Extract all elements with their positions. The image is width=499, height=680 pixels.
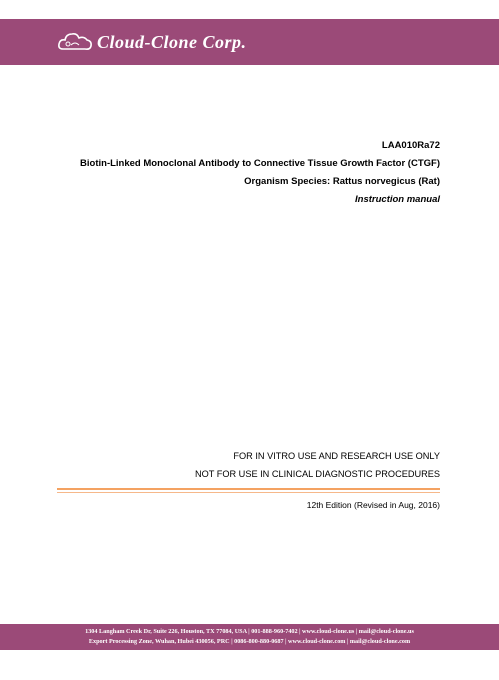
catalog-number: LAA010Ra72 (381, 140, 440, 151)
footer-address-cn: Export Processing Zone, Wuhan, Hubei 430056, PRC | 0086-800-880-0687 | www.cloud-clone.com | mail@cloud-clone.com (88, 638, 411, 645)
usage-notice (40, 447, 440, 483)
brand-name: Cloud-Clone Corp. (97, 31, 247, 52)
notice-line-1: FOR IN VITRO USE AND RESEARCH USE ONLY (233, 451, 440, 461)
title-block (10, 137, 440, 209)
organism-species: Organism Species: Rattus norvegicus (Rat) (244, 176, 440, 187)
header-banner (0, 19, 499, 65)
cloud-logo-icon (57, 29, 93, 55)
document-type: Instruction manual (355, 194, 440, 205)
divider-thick (57, 488, 440, 490)
footer-address-us: 1304 Langham Creek Dr, Suite 226, Houston, TX 77084, USA | 001-888-960-7402 | www.cloud-clone.us | mail@cloud-clone.us (85, 628, 414, 635)
divider-thin (57, 492, 440, 493)
notice-line-2: NOT FOR USE IN CLINICAL DIAGNOSTIC PROCEDURES (194, 469, 440, 479)
product-name: Biotin-Linked Monoclonal Antibody to Connective Tissue Growth Factor (CTGF) (80, 158, 440, 169)
footer-banner (0, 624, 499, 650)
edition-text: 12th Edition (Revised in Aug, 2016) (306, 500, 440, 510)
brand-logo (57, 27, 247, 57)
